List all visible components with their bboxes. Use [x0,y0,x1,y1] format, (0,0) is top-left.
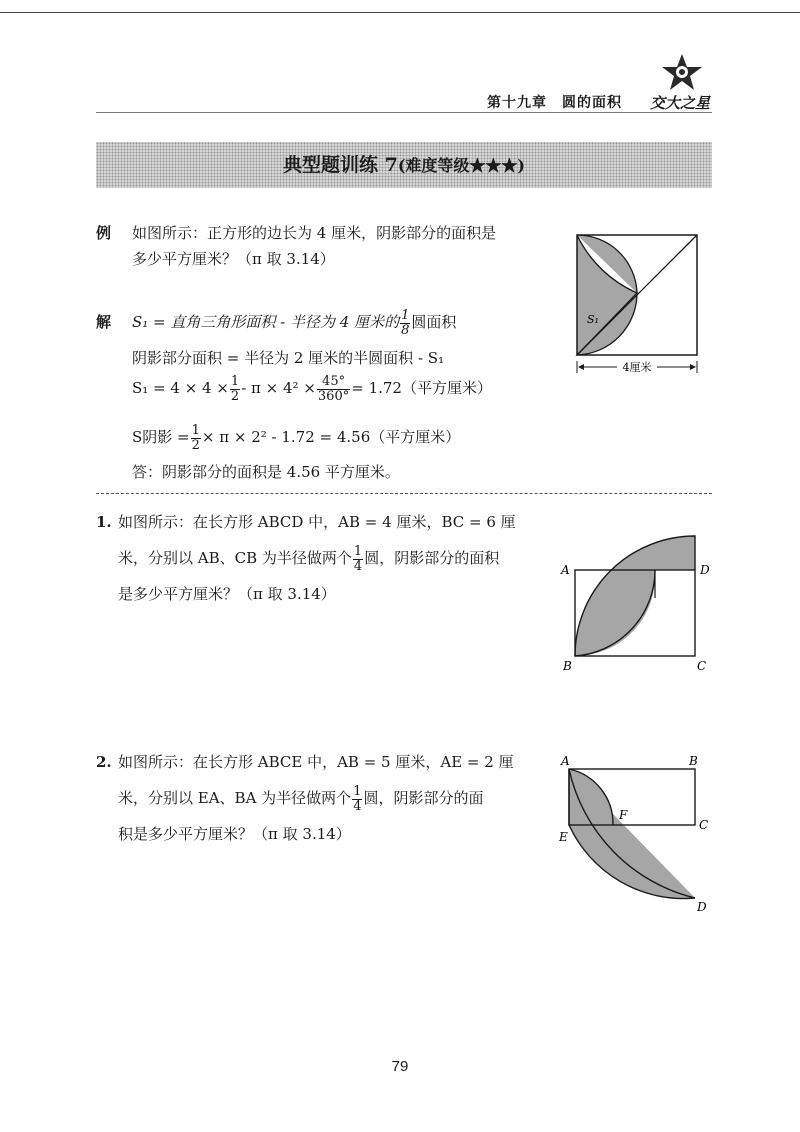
frac-num: 45° [317,375,350,390]
s1-label: S₁ [587,313,599,326]
label-a: A [561,563,570,577]
label-f: F [619,808,628,822]
frac-den: 4 [353,798,362,814]
frac-num: 1 [401,307,410,323]
fraction-one-half [230,375,240,404]
fraction-45-over-360 [317,375,350,404]
side-length-label: 4厘米 [622,361,652,374]
fraction-one-quarter [353,545,363,574]
problem-2-line-3: 积是多少平方厘米？（π 取 3.14） [118,825,351,843]
section-banner [96,142,712,188]
solution-line-4 [132,417,460,457]
solution-answer: 答：阴影部分的面积是 4.56 平方厘米。 [132,463,400,481]
problem-2-line-2-a: 米，分别以 EA、BA 为半径做两个 [118,789,352,807]
label-c: C [697,659,707,673]
frac-num: 1 [353,783,362,799]
frac-den: 2 [230,388,240,404]
page-number: 79 [391,1058,409,1075]
banner-difficulty: (难度等级★★★) [397,156,525,175]
logo-text: 交大之星 [650,94,711,112]
solution-line-3-b: - π × 4² × [241,379,316,397]
problem-2-line-2-b: 圆，阴影部分的面 [363,789,484,807]
label-d: D [700,563,710,577]
example-label: 例 [96,224,112,242]
problem-1-line-2-b: 圆，阴影部分的面积 [364,549,500,567]
label-a: A [561,755,570,768]
label-b: B [563,659,572,673]
problem-2-number: 2. [96,753,112,771]
frac-den: 8 [401,322,410,338]
problem-1-line-1: 如图所示：在长方形 ABCD 中，AB = 4 厘米，BC = 6 厘 [118,513,516,531]
problem-1-number: 1. [96,513,112,531]
solution-line-2: 阴影部分面积 = 半径为 2 厘米的半圆面积 - S₁ [132,349,445,367]
top-rule [0,12,800,13]
label-b: B [689,755,698,768]
frac-num: 1 [230,373,240,389]
example-figure [565,225,705,380]
problem-2-line-2 [118,778,483,818]
banner-title-main: 典型题训练 7 [283,154,398,176]
problem-1-line-2 [118,538,499,578]
example-line-2: 多少平方厘米？（π 取 3.14） [132,250,335,268]
solution-label: 解 [96,313,112,331]
solution-line-1-b: 圆面积 [411,313,457,331]
solution-line-4-b: × π × 2² - 1.72 = 4.56（平方厘米） [201,428,461,446]
frac-den: 360° [317,388,350,404]
frac-den: 2 [191,437,200,453]
frac-num: 1 [353,543,363,559]
example-line-1: 如图所示：正方形的边长为 4 厘米，阴影部分的面积是 [132,224,497,242]
problem-2-figure [555,755,715,915]
star-logo-icon [660,52,704,92]
solution-line-1-a: S₁ = 直角三角形面积 - 半径为 4 厘米的 [132,313,400,331]
fraction-one-quarter [352,785,362,814]
problem-1-line-2-a: 米，分别以 AB、CB 为半径做两个 [118,549,352,567]
header-rule [96,112,712,113]
label-d: D [697,900,707,914]
section-divider [96,493,712,494]
frac-num: 1 [191,422,200,438]
label-e: E [559,830,568,844]
solution-line-3-a: S₁ = 4 × 4 × [132,379,229,397]
problem-1-figure [555,520,715,675]
chapter-title: 第十九章 圆的面积 [487,95,622,111]
banner-title [96,142,712,188]
problem-2-line-1: 如图所示：在长方形 ABCE 中，AB = 5 厘米，AE = 2 厘 [118,753,514,771]
solution-line-1 [132,302,456,342]
solution-line-3 [132,368,492,408]
solution-line-4-a: S阴影 = [132,428,190,446]
fraction-one-half [191,424,201,453]
solution-line-3-c: = 1.72（平方厘米） [351,379,492,397]
label-c: C [699,818,709,832]
problem-1-line-3: 是多少平方厘米？（π 取 3.14） [118,585,336,603]
fraction-one-eighth [400,309,410,338]
frac-den: 4 [353,558,363,574]
